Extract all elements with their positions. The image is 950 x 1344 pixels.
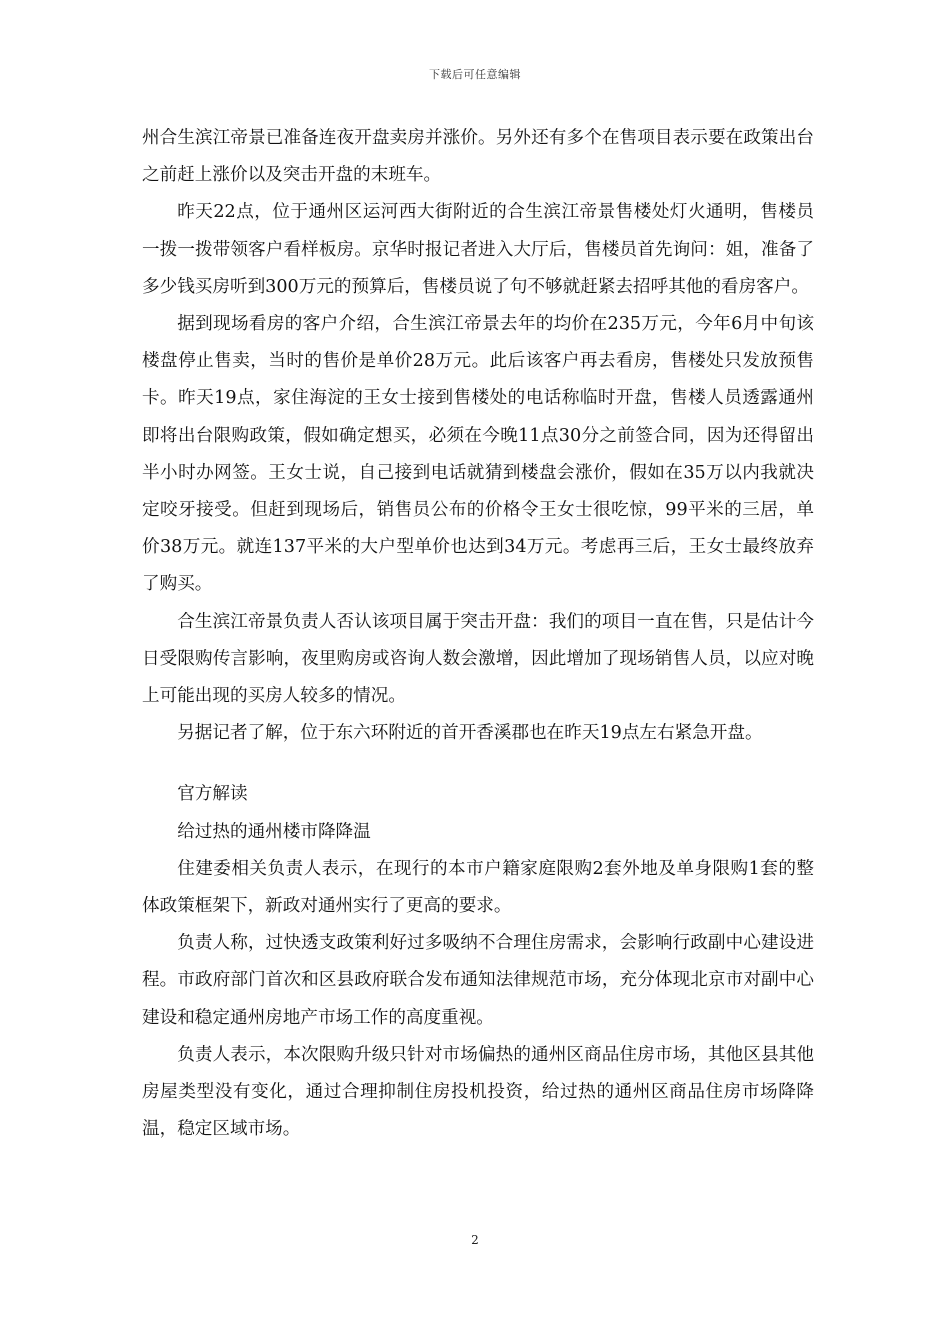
- page-header: 下载后可任意编辑: [429, 68, 521, 81]
- paragraph: 另据记者了解，位于东六环附近的首开香溪郡也在昨天19点左右紧急开盘。: [177, 723, 763, 744]
- section-heading: 官方解读: [177, 784, 248, 805]
- section-subheading: 给过热的通州楼市降降温: [177, 821, 371, 842]
- section-spacer: [142, 752, 814, 776]
- paragraph: 负责人表示，本次限购升级只针对市场偏热的通州区商品住房市场，其他区县其他房屋类型没有变化，通过合理抑制住房投机投资，给过热的通州区商品住房市场降降温，稳定区域市场。: [142, 1044, 814, 1140]
- paragraph: 昨天22点，位于通州区运河西大街附近的合生滨江帝景售楼处灯火通明，售楼员一拨一拨带领客户看样板房。京华时报记者进入大厅后，售楼员首先询问：姐，准备了多少钱买房听到300万元的预算后，售楼员说了句不够就赶紧去招呼其他的看房客户。: [142, 202, 814, 297]
- paragraph-continued: 州合生滨江帝景已准备连夜开盘卖房并涨价。另外还有多个在售项目表示要在政策出台之前赶上涨价以及突击开盘的末班车。: [142, 128, 814, 186]
- page-number: 2: [471, 1233, 479, 1247]
- paragraph: 据到现场看房的客户介绍，合生滨江帝景去年的均价在235万元，今年6月中旬该楼盘停止售卖，当时的售价是单价28万元。此后该客户再去看房，售楼处只发放预售卡。昨天19点，家住海淀的王女士接到售楼处的电话称临时开盘，售楼人员透露通州即将出台限购政策，假如确定想买，必须在今晚11点30分之前签合同，因为还得留出半小时办网签。王女士说，自己接到电话就猜到楼盘会涨价，假如在35万以内我就决定咬牙接受。但赶到现场后，销售员公布的价格令王女士很吃惊，99平米的三居，单价38万元。就连137平米的大户型单价也达到34万元。考虑再三后，王女士最终放弃了购买。: [142, 314, 814, 595]
- paragraph: 负责人称，过快透支政策利好过多吸纳不合理住房需求，会影响行政副中心建设进程。市政府部门首次和区县政府联合发布通知法律规范市场，充分体现北京市对副中心建设和稳定通州房地产市场工作的高度重视。: [142, 933, 814, 1028]
- paragraph: 合生滨江帝景负责人否认该项目属于突击开盘：我们的项目一直在售，只是估计今日受限购传言影响，夜里购房或咨询人数会激增，因此增加了现场销售人员，以应对晚上可能出现的买房人较多的情况。: [142, 611, 814, 707]
- paragraph: 住建委相关负责人表示，在现行的本市户籍家庭限购2套外地及单身限购1套的整体政策框架下，新政对通州实行了更高的要求。: [142, 858, 814, 917]
- document-body: [142, 120, 814, 1148]
